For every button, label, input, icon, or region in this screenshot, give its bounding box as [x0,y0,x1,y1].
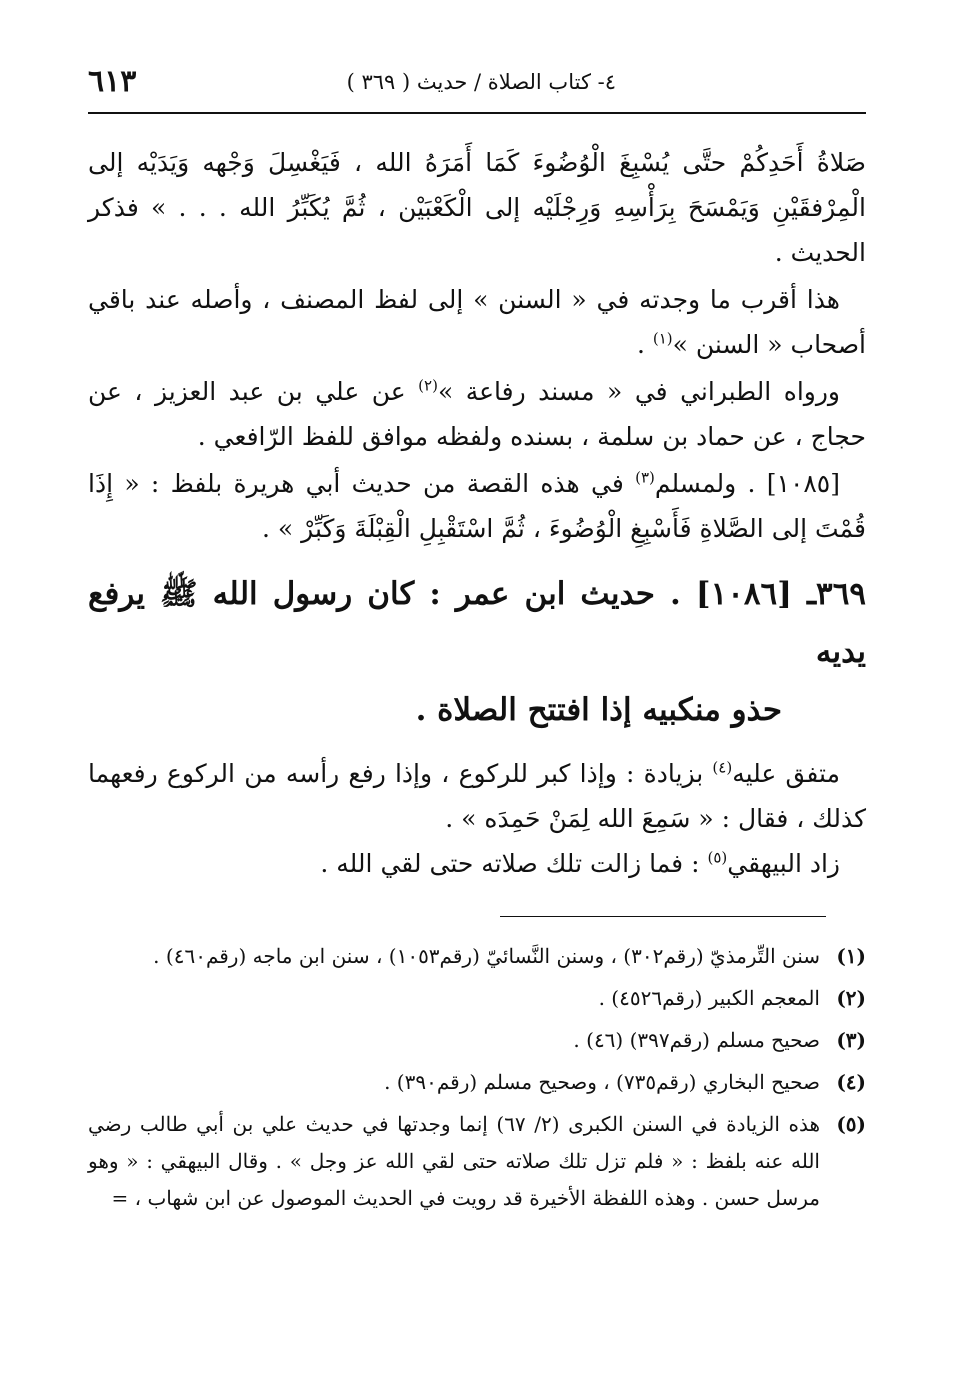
running-title: ٤- كتاب الصلاة / حديث ( ٣٦٩ ) [346,70,616,94]
footnote-ref-5: (٥) [707,848,728,867]
footnote-ref-4: (٤) [712,758,733,777]
page-header [88,64,866,104]
paragraph-text: هذا أقرب ما وجدته في « السنن » إلى لفظ المصنف ، وأصله عند باقي أصحاب « السنن » [88,285,866,359]
footnote-text: سنن التِّرمذيّ (رقم٣٠٢) ، وسنن النَّسائيّ (رقم١٠٥٣) ، سنن ابن ماجه (رقم٤٦٠) . [153,944,820,968]
footnote-number: (٥) [836,1112,866,1136]
paragraph-text-cont: بزيادة : وإذا كبر للركوع ، وإذا رفع رأسه من الركوع رفعهما كذلك ، فقال : « سَمِعَ الله لِمَنْ حَمِدَه » . [88,759,866,833]
footnote-number: (٤) [836,1070,866,1094]
footnote-item [88,1064,866,1101]
paragraph-agreed-upon [88,751,866,841]
footnote-text: المعجم الكبير (رقم٤٥٢٦) . [598,986,820,1010]
main-text [88,140,866,886]
page-number: ٦١٣ [88,64,137,99]
paragraph-bayhaqi [88,841,866,886]
footnote-text: صحيح مسلم (رقم٣٩٧) (٤٦) . [573,1028,820,1052]
footnote-ref-3: (٣) [635,468,655,487]
footnote-text: صحيح البخاري (رقم٧٣٥) ، وصحيح مسلم (رقم٣٩٠) . [384,1070,820,1094]
hadith-heading [88,565,866,739]
footnote-number: (١) [836,944,866,968]
footnote-number: (٢) [836,986,866,1010]
footnote-ref-1: (١) [652,329,673,348]
paragraph-text: زاد البيهقي [727,849,840,878]
footnote-text: هذه الزيادة في السنن الكبرى (٢/ ٦٧) إنما وجدتها في حديث علي بن أبي طالب رضي الله عنه بلفظ : « فلم تزل تلك صلاته حتى لقي الله عز وجل » . وقال البيهقي : « وهو مرسل حسن . وهذه اللفظة الأخيرة قد رويت في الحديث الموصول عن ابن شهاب ، = [88,1112,820,1210]
paragraph-closest-wording [88,277,866,367]
footnote-item [88,1106,866,1217]
paragraph-text: ورواه الطبراني في « مسند رفاعة » [437,377,840,406]
heading-line-1: ٣٦٩ـ [١٠٨٦] . حديث ابن عمر : كان رسول الله ﷺ يرفع يديه [88,576,866,670]
footnote-number: (٣) [836,1028,866,1052]
paragraph-text-cont: عن علي بن عبد العزيز ، عن حجاج ، عن حماد بن سلمة ، بسنده ولفظه موافق للفظ الرّافعي . [88,377,866,451]
footnotes [88,938,866,1222]
paragraph-muslim [88,461,866,551]
footnote-item [88,1022,866,1059]
paragraph-text-cont: في هذه القصة من حديث أبي هريرة بلفظ : « إِذَا قُمْتَ إلى الصَّلاةِ فَأَسْبِغِ الْوُضُوءَ ، ثُمَّ اسْتَقْبِلِ الْقِبْلَةَ وَكَبِّرْ » . [88,469,866,543]
paragraph-tabarani [88,369,866,459]
paragraph-text-cont: : فما زالت تلك صلاته حتى لقي الله . [320,849,708,878]
paragraph-text: متفق عليه [732,759,840,788]
footnote-ref-2: (٢) [418,376,438,395]
footnote-item [88,980,866,1017]
footnote-item [88,938,866,975]
footnote-separator [500,916,826,917]
paragraph-text: [١٠٨٥] . ولمسلم [654,469,840,498]
heading-line-2: حذو منكبيه إذا افتتح الصلاة . [415,692,782,728]
header-rule [88,112,866,114]
paragraph-hadith-continuation: صَلاةُ أَحَدِكُمْ حتَّى يُسْبِغَ الْوُضُوءَ كَمَا أَمَرَهُ الله ، فَيَغْسِلَ وَجْهه وَيَدَيْه إلى الْمِرْفقَيْنِ وَيَمْسَحَ بِرَأْسِهِ وَرِجْلَيْه إلى الْكَعْبَيْن ، ثُمَّ يُكَبِّرُ الله . . . » فذكر الحديث . [88,148,866,267]
paragraph-end: . [636,330,653,359]
